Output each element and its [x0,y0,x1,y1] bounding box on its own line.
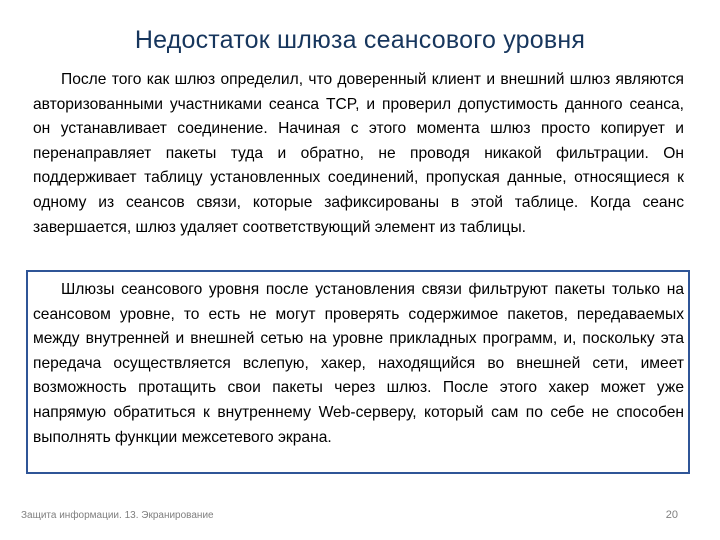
body-paragraph-2: Шлюзы сеансового уровня после установления связи фильтруют пакеты только на сеансовом уровне, то есть не могут проверять содержимое пакетов, передаваемых между внутренней и внешней сетью на уровне прикладных программ, и, поскольку эта передача осуществляется вслепую, хакер, находящийся во внешней сети, имеет возможность протащить свои пакеты через шлюз. После этого хакер может уже напрямую обратиться к внутреннему Web-серверу, который сам по себе не способен выполнять функции межсетевого экрана. [33,281,684,446]
body-paragraph-1: После того как шлюз определил, что доверенный клиент и внешний шлюз являются авторизованными участниками сеанса TCP, и проверил допустимость данного сеанса, он устанавливает соединение. Начиная с этого момента шлюз просто копирует и перенаправляет пакеты туда и обратно, не проводя никакой фильтрации. Он поддерживает таблицу установленных соединений, пропуская данные, относящиеся к одному из сеансов связи, которые зафиксированы в этой таблице. Когда сеанс завершается, шлюз удаляет соответствующий элемент из таблицы. [33,71,684,236]
slide-title: Недостаток шлюза сеансового уровня [134,26,586,54]
page-number: 20 [665,509,678,521]
footer-text: Защита информации. 13. Экранирование [21,510,214,521]
